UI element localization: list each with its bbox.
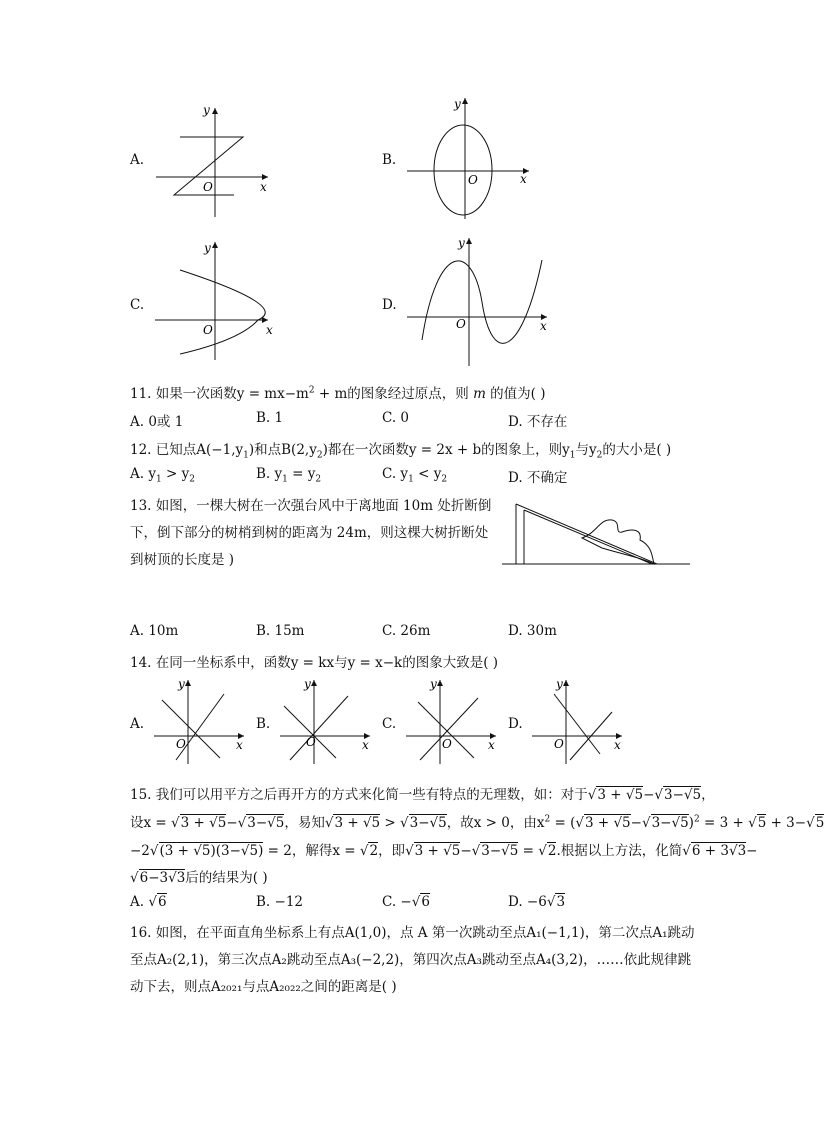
q15-option-a[interactable]: A. √6 [130,894,167,910]
svg-text:x: x [266,323,273,337]
svg-text:y: y [458,236,465,250]
q15-line-2: 设x = √3 + √5−√3−√5，易知√3 + √5 > √3−√5，故x > 0，由$x^2 = (√3 + √5-√3-√5)^2 = 3 + √5 + 3-√5$ [130,814,824,831]
q12-option-a[interactable]: A. $y_1 > y_2$ [130,466,195,485]
q10-graph-b [402,95,537,220]
svg-text:O: O [554,737,564,751]
x-label: x [260,180,267,194]
q14-option-c-label[interactable]: C. [382,716,397,732]
svg-text:x: x [614,738,621,752]
q12-stem: 12. 已知点$A(-1,y_1)$和点$B(2,y_2)$都在一次函数y = 2x + b的图象上，则$y_1$与$y_2$的大小是( ) [130,442,672,461]
svg-text:O: O [456,317,466,331]
q13-option-d[interactable]: D. 30m [508,623,557,639]
svg-text:y: y [454,97,461,111]
origin-label: O [203,180,213,194]
svg-text:x: x [488,738,495,752]
q12-option-c[interactable]: C. $y_1 < y_2$ [382,466,448,485]
svg-text:y: y [304,677,311,691]
svg-text:O: O [203,323,213,337]
q15-option-b[interactable]: B. −12 [256,894,303,910]
q11-option-a[interactable]: A. 0或 1 [130,414,184,430]
svg-text:x: x [236,738,243,752]
q15-line-4: √6−3√3后的结果为( ) [130,870,268,886]
q13-line-1: 13. 如图，一棵大树在一次强台风中于离地面 10m 处折断倒 [130,498,492,514]
q12-option-b[interactable]: B. $y_1 = y_2$ [256,466,322,485]
q16-line-1: 16. 如图，在平面直角坐标系上有点A(1,0)，点 A 第一次跳动至点A₁(−1,1)，第二次点A₁跳动 [130,925,695,941]
q15-line-1: 15. 我们可以用平方之后再开方的方式来化简一些有特点的无理数，如：对于√3 + √5−√3−√5， [130,787,715,803]
q10-graph-c [150,238,280,363]
q11-option-c[interactable]: C. 0 [382,410,410,426]
q12-option-d[interactable]: D. 不确定 [508,470,568,486]
q10-graph-d [402,232,552,367]
q13-tree-figure [502,498,692,570]
q14-graph-b [276,676,376,766]
q15-option-d[interactable]: D. −6√3 [508,894,566,910]
q14-option-b-label[interactable]: B. [256,716,271,732]
q10-option-d-label: D. [382,297,397,313]
q10-option-c-label: C. [130,297,145,313]
svg-text:O: O [468,173,478,187]
q10-option-a-label: A. [130,152,145,168]
svg-text:y: y [430,677,437,691]
q16-line-3: 动下去，则点A₂₀₂₁与点A₂₀₂₂之间的距离是( ) [130,979,397,995]
q14-option-d-label[interactable]: D. [508,716,523,732]
svg-text:O: O [306,735,316,749]
q13-option-a[interactable]: A. 10m [130,623,179,639]
q11-option-b[interactable]: B. 1 [256,410,284,426]
q13-line-2: 下，倒下部分的树梢到树的距离为 24m，则这棵大树折断处 [130,525,489,541]
q13-line-3: 到树顶的长度是 ) [130,552,235,568]
svg-text:y: y [178,677,185,691]
q14-graph-a [150,676,250,766]
q11-stem: 11. 如果一次函数$y = mx-m^2 + m$的图象经过原点，则 m 的值为( ) [130,385,546,402]
q15-line-3: −2√(3 + √5)(3−√5) = 2，解得x = √2，即√3 + √5−√3−√5 = √2.根据以上方法，化简√6 + 3√3− [130,843,758,859]
q14-option-a-label[interactable]: A. [130,716,145,732]
svg-text:y: y [204,241,211,255]
q10-graph-a [150,100,280,220]
svg-text:O: O [442,737,452,751]
svg-text:x: x [362,738,369,752]
q11-option-d[interactable]: D. 不存在 [508,414,568,430]
svg-text:x: x [520,172,527,186]
svg-text:x: x [540,319,547,333]
q16-line-2: 至点A₂(2,1)，第三次点A₂跳动至点A₃(−2,2)，第四次点A₃跳动至点A₄(3,2)，……依此规律跳 [130,952,692,968]
q13-option-c[interactable]: C. 26m [382,623,431,639]
q10-option-b-label: B. [382,152,397,168]
q14-graph-d [528,676,628,766]
q15-option-c[interactable]: C. −√6 [382,894,430,910]
svg-text:O: O [176,737,186,751]
y-label: y [203,103,210,117]
q13-option-b[interactable]: B. 15m [256,623,305,639]
svg-text:y: y [556,677,563,691]
q14-stem: 14. 在同一坐标系中，函数y = kx与y = x−k的图象大致是( ) [130,655,499,671]
q14-graph-c [402,676,502,766]
